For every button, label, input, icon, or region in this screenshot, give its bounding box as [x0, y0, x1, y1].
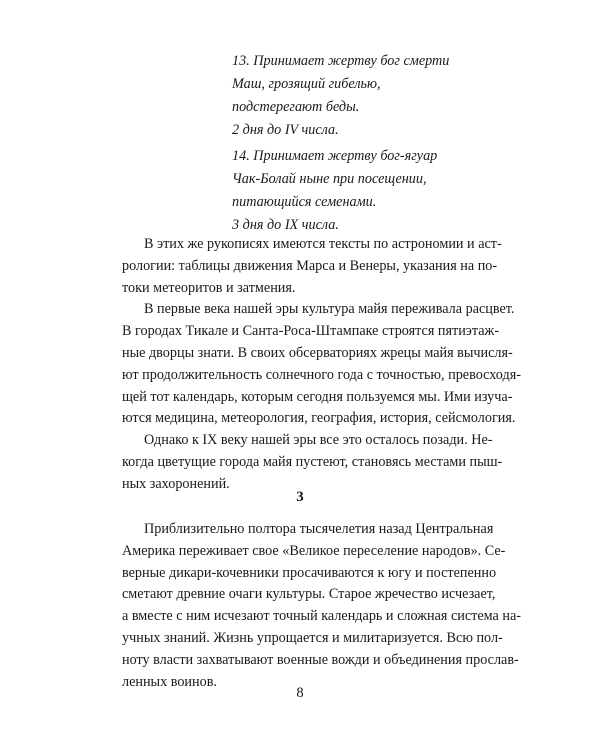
text-line: ных захоронений.	[122, 475, 230, 492]
text-line: ноту власти захватывают военные вожди и объединения прослав-	[122, 651, 519, 668]
text-line: ные дворцы знати. В своих обсерваториях жрецы майя вычисля-	[122, 344, 513, 361]
text-line: В этих же рукописях имеются тексты по астрономии и аст-	[144, 236, 502, 252]
text-line: сметают древние очаги культуры. Старое жречество исчезает,	[122, 586, 496, 603]
text-line: ют продолжительность солнечного года с точностью, превосходя-	[122, 366, 521, 383]
text-line: рологии: таблицы движения Марса и Венеры, указания на по-	[122, 257, 498, 274]
verse-line: 13. Принимает жертву бог смерти	[232, 53, 450, 69]
verse-line: Чак-Болай ныне при посещении,	[232, 171, 427, 187]
verse-13	[232, 50, 449, 142]
text-line: Однако к IX веку нашей эры все это осталось позади. Не-	[144, 432, 493, 449]
verse-14	[232, 145, 437, 237]
text-line: ленных воинов.	[122, 673, 217, 690]
text-line: верные дикари-кочевники просачиваются к югу и постепенно	[122, 564, 497, 581]
paragraph-flourishing	[122, 299, 521, 430]
paragraph-astronomy	[122, 234, 502, 299]
verse-line: подстерегают беды.	[232, 99, 360, 115]
paragraph-migration	[122, 519, 521, 693]
body-text-bottom	[122, 519, 521, 693]
text-line: ются медицина, метеорология, география, история, сейсмология.	[122, 410, 516, 427]
text-line: щей тот календарь, которым сегодня пользуемся мы. Ими изуча-	[122, 388, 513, 405]
text-line: а вместе с ним исчезают точный календарь и сложная система на-	[122, 608, 521, 625]
paragraph-decline	[122, 430, 503, 495]
text-line: учных знаний. Жизнь упрощается и милитаризуется. Всю пол-	[122, 629, 503, 646]
text-line: В первые века нашей эры культура майя переживала расцвет.	[144, 301, 515, 318]
verse-line: 3 дня до IX числа.	[232, 217, 339, 233]
verse-line: питающийся семенами.	[232, 194, 377, 210]
text-line: Приблизительно полтора тысячелетия назад Центральная	[144, 521, 494, 537]
text-line: В городах Тикале и Санта-Роса-Штампаке строятся пятиэтаж-	[122, 323, 500, 340]
verse-line: Маш, грозящий гибелью,	[232, 76, 381, 92]
page-number: 8	[296, 685, 304, 701]
body-text-top	[122, 234, 521, 496]
verse-line: 2 дня до IV числа.	[232, 122, 339, 138]
text-line: Америка переживает свое «Великое переселение народов». Се-	[122, 542, 506, 559]
section-number: 3	[296, 489, 304, 505]
text-line: когда цветущие города майя пустеют, становясь местами пыш-	[122, 453, 503, 470]
text-line: токи метеоритов и затмения.	[122, 279, 296, 296]
verse-line: 14. Принимает жертву бог-ягуар	[232, 148, 438, 164]
